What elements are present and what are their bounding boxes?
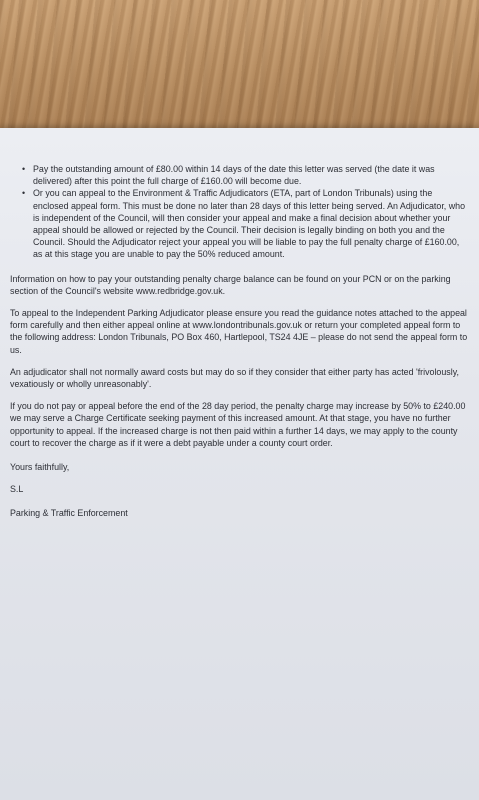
payment-info-paragraph: Information on how to pay your outstanding penalty charge balance can be found on your PCN or on the parking section of the Council's website www.redbridge.gov.uk. [10, 273, 451, 296]
signature-initials: S.L [10, 484, 24, 495]
list-item [22, 163, 470, 187]
letter-body [8, 163, 470, 520]
costs-paragraph: An adjudicator shall not normally award costs but may do so if they consider that either party has acted 'frivolously, vexatiously or wholly unreasonably'. [10, 366, 459, 390]
list-item-text: Pay the outstanding amount of £80.00 within 14 days of the date this letter was served (the date it was delivered) after this point the full charge of £160.00 will become due. [33, 164, 435, 187]
appeal-instructions-paragraph: To appeal to the Independent Parking Adjudicator please ensure you read the guidance notes attached to the appeal form carefully and then either appeal online at www.londontribunals.gov.uk or return your completed appeal form to the following address: London Tribunals, PO Box 460, Hartlepool, TS24 4JE – please do not send the appeal form to us. [10, 308, 468, 355]
bullet-icon: • [22, 188, 26, 199]
list-item-text: Or you can appeal to the Environment & Traffic Adjudicators (ETA, part of London Tribunals) using the enclosed appeal form. This must be done no later than 28 days of this letter being served. An Adjudicator, who is independent of the Council, will then consider your appeal and make a final decision about whether your appeal should be allowed or rejected by the Council. Their decision is legally binding on both you and the Council. Should the Adjudicator reject your appeal you will be liable to pay the full penalty charge of £160.00, as at this stage you are unable to pay the 50% reduced amount. [33, 188, 466, 260]
bullet-icon: • [22, 164, 26, 174]
list-item [22, 187, 470, 260]
letter-page [0, 128, 479, 800]
department-name: Parking & Traffic Enforcement [10, 508, 128, 519]
increase-warning-paragraph: If you do not pay or appeal before the end of the 28 day period, the penalty charge may increase by 50% to £240.00 we may serve a Charge Certificate seeking payment of this increased amount. At that stage, you have no further opportunity to appeal. If the increased charge is not then paid within a further 14 days, we may apply to the county court to recover the charge as if it were a debt payable under a county court order. [10, 401, 466, 448]
closing: Yours faithfully, [10, 462, 70, 473]
payment-options-list [8, 163, 470, 261]
